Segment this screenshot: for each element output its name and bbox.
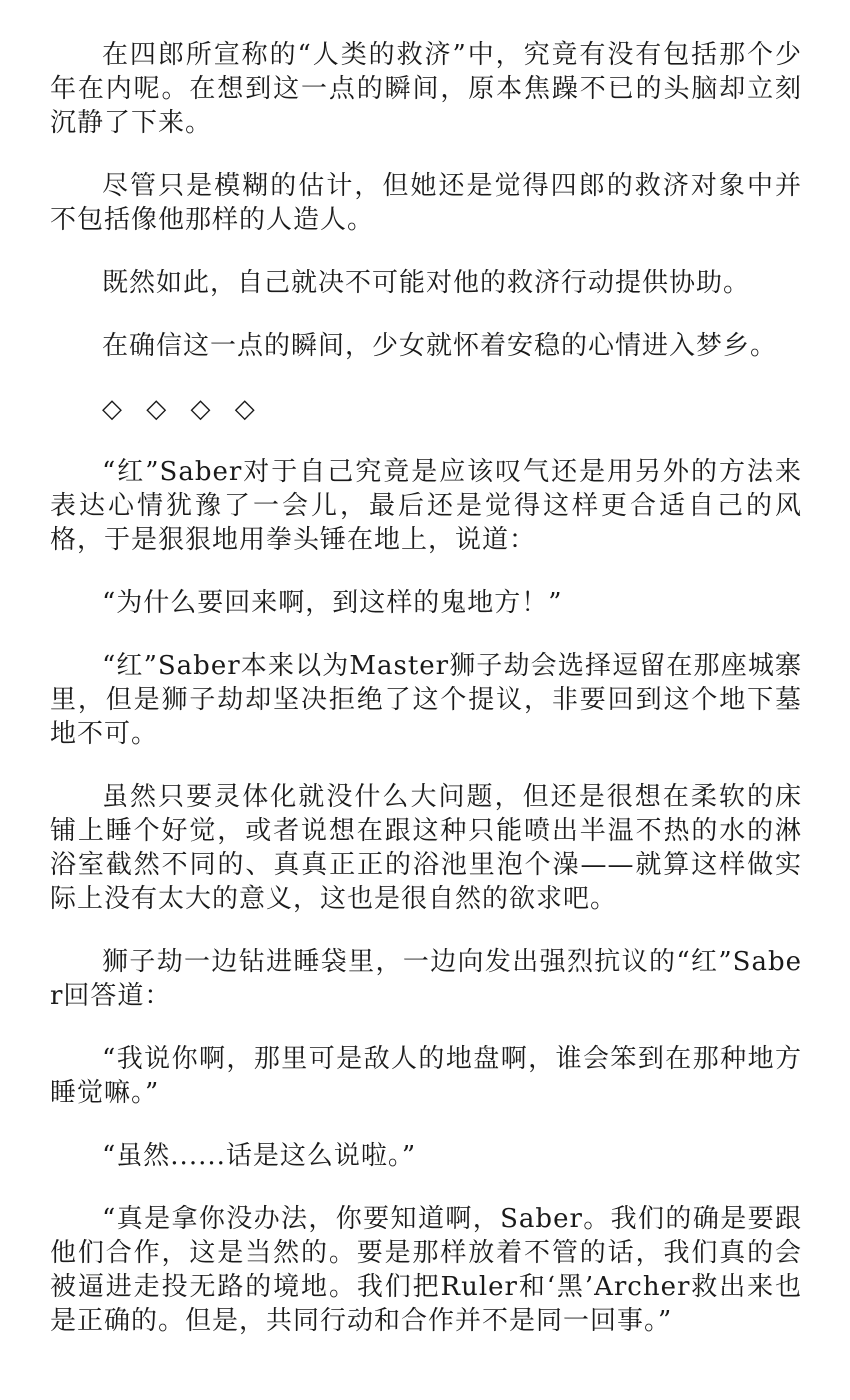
paragraph-8: 虽然只要灵体化就没什么大问题，但还是很想在柔软的床铺上睡个好觉，或者说想在跟这种只能喷出半温不热的水的淋浴室截然不同的、真真正正的浴池里泡个澡——就算这样做实际上没有太大的意义，这也是很自然的欲求吧。: [50, 782, 802, 914]
paragraph-7: “红”Saber本来以为Master狮子劫会选择逗留在那座城寨里，但是狮子劫却坚决拒绝了这个提议，非要回到这个地下墓地不可。: [50, 651, 802, 749]
paragraph-10: “我说你啊，那里可是敌人的地盘啊，谁会笨到在那种地方睡觉嘛。”: [50, 1044, 802, 1108]
paragraph-1: 在四郎所宣称的“人类的救济”中，究竟有没有包括那个少年在内呢。在想到这一点的瞬间，原本焦躁不已的头脑却立刻沉静了下来。: [50, 40, 802, 138]
document-page: [50, 38, 802, 1367]
paragraph-12: “真是拿你没办法，你要知道啊，Saber。我们的确是要跟他们合作，这是当然的。要是那样放着不管的话，我们真的会被逼进走投无路的境地。我们把Ruler和‘黑’Archer救出来也是正确的。但是，共同行动和合作并不是同一回事。”: [50, 1204, 802, 1336]
paragraph-9: 狮子劫一边钻进睡袋里，一边向发出强烈抗议的“红”Saber回答道：: [50, 947, 802, 1011]
paragraph-6: “为什么要回来啊，到这样的鬼地方！”: [102, 588, 563, 618]
paragraph-3: 既然如此，自己就决不可能对他的救济行动提供协助。: [102, 268, 751, 298]
paragraph-11: “虽然......话是这么说啦。”: [102, 1141, 417, 1171]
section-separator: ◇ ◇ ◇ ◇: [102, 394, 263, 424]
paragraph-4: 在确信这一点的瞬间，少女就怀着安稳的心情进入梦乡。: [102, 331, 778, 361]
paragraph-5: “红”Saber对于自己究竟是应该叹气还是用另外的方法来表达心情犹豫了一会儿，最后还是觉得这样更合适自己的风格，于是狠狠地用拳头锤在地上，说道：: [50, 457, 802, 555]
paragraph-2: 尽管只是模糊的估计，但她还是觉得四郎的救济对象中并不包括像他那样的人造人。: [50, 171, 802, 235]
